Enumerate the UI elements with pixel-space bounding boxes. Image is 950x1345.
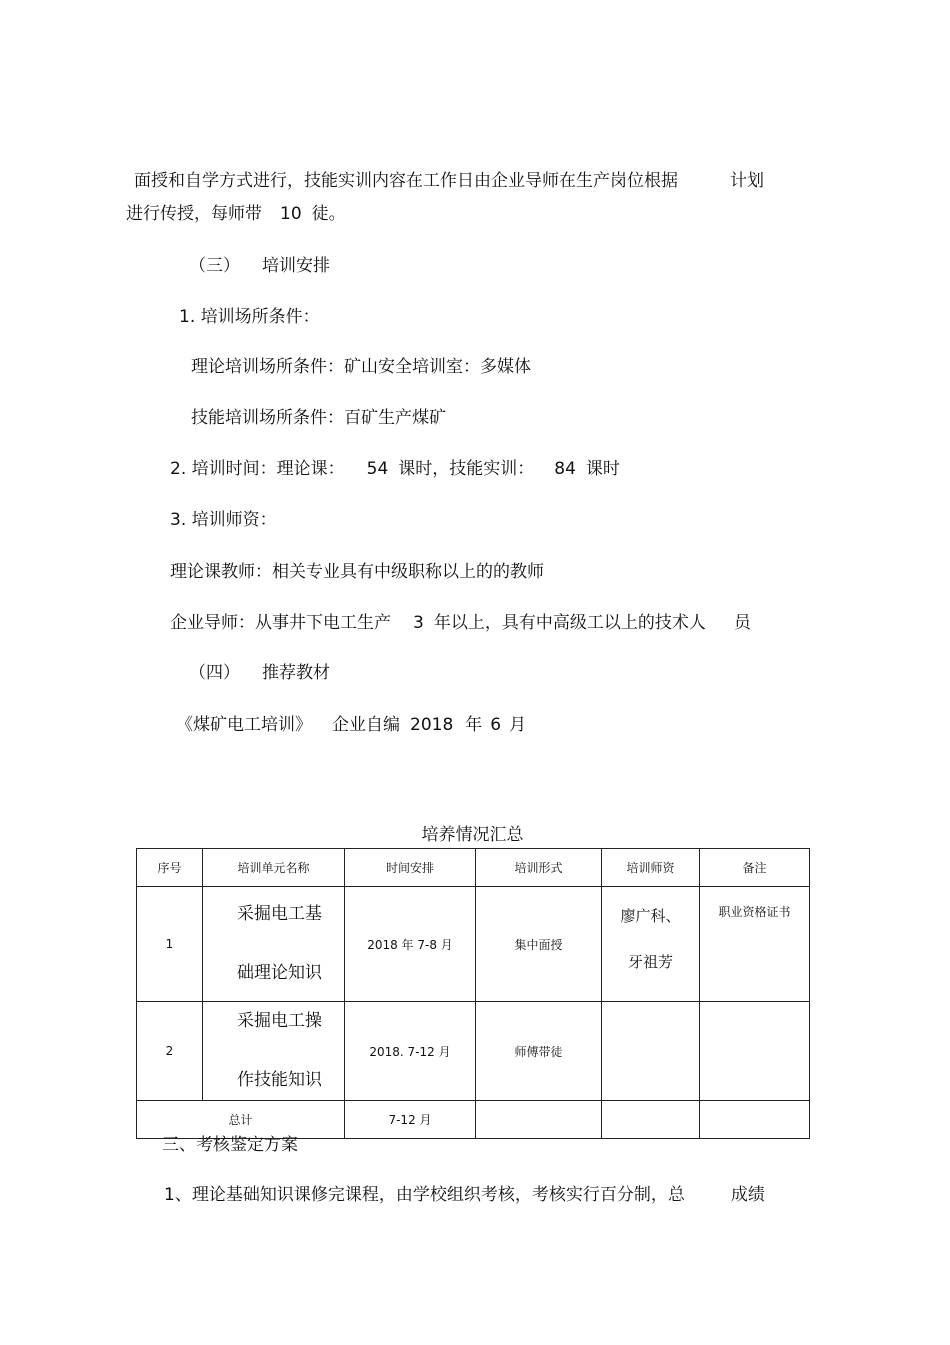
paragraph-line: 理论课教师：相关专业具有中级职称以上的的教师 bbox=[170, 562, 544, 582]
section-heading: （四） 推荐教材 bbox=[189, 663, 330, 683]
total-label: 总计 bbox=[137, 1101, 345, 1139]
section-heading: （三） 培训安排 bbox=[189, 256, 330, 276]
list-item: 3. 培训师资： bbox=[170, 510, 277, 530]
table-row bbox=[137, 887, 810, 1002]
header-cell: 时间安排 bbox=[345, 849, 476, 887]
row-number: 1 bbox=[137, 887, 203, 1002]
form-cell: 师傅带徒 bbox=[476, 1002, 602, 1101]
paragraph-line: 技能培训场所条件：百矿生产煤矿 bbox=[191, 408, 446, 428]
note-cell bbox=[700, 1002, 810, 1101]
paragraph-line: 进行传授，每师带 10 徒。 bbox=[126, 204, 346, 224]
list-item: 2. 培训时间：理论课： 54 课时，技能实训： 84 课时 bbox=[170, 459, 620, 479]
form-cell: 集中面授 bbox=[476, 887, 602, 1002]
teacher-cell: 廖广科、 牙祖芳 bbox=[602, 887, 700, 1002]
table-row bbox=[137, 1002, 810, 1101]
row-number: 2 bbox=[137, 1002, 203, 1101]
paragraph-line: 企业导师：从事井下电工生产 3 年以上，具有中高级工以上的技术人 员 bbox=[170, 613, 751, 633]
table-header-row bbox=[137, 849, 810, 887]
section-heading: 三、考核鉴定方案 bbox=[162, 1135, 298, 1155]
header-cell: 培训师资 bbox=[602, 849, 700, 887]
unit-name-cell: 采掘电工操 作技能知识 bbox=[203, 1002, 345, 1101]
paragraph-line: 面授和自学方式进行，技能实训内容在工作日由企业导师在生产岗位根据 计划 bbox=[134, 171, 764, 191]
note-cell: 职业资格证书 bbox=[700, 887, 810, 1002]
header-cell: 备注 bbox=[700, 849, 810, 887]
summary-table bbox=[136, 848, 810, 1139]
time-cell: 2018 年 7-8 月 bbox=[345, 887, 476, 1002]
header-cell: 培训形式 bbox=[476, 849, 602, 887]
paragraph-line: 1、理论基础知识课修完课程，由学校组织考核，考核实行百分制，总 成绩 bbox=[164, 1185, 765, 1205]
header-cell: 培训单元名称 bbox=[203, 849, 345, 887]
total-time: 7-12 月 bbox=[345, 1101, 476, 1139]
teacher-cell bbox=[602, 1002, 700, 1101]
header-cell: 序号 bbox=[137, 849, 203, 887]
list-item: 1. 培训场所条件： bbox=[179, 307, 320, 327]
table-caption: 培养情况汇总 bbox=[421, 825, 524, 845]
paragraph-line: 理论培训场所条件：矿山安全培训室：多媒体 bbox=[191, 357, 531, 377]
unit-name-cell: 采掘电工基 础理论知识 bbox=[203, 887, 345, 1002]
time-cell: 2018. 7-12 月 bbox=[345, 1002, 476, 1101]
paragraph-line: 《煤矿电工培训》 企业自编 2018 年 6 月 bbox=[176, 715, 527, 735]
table-total-row bbox=[137, 1101, 810, 1139]
